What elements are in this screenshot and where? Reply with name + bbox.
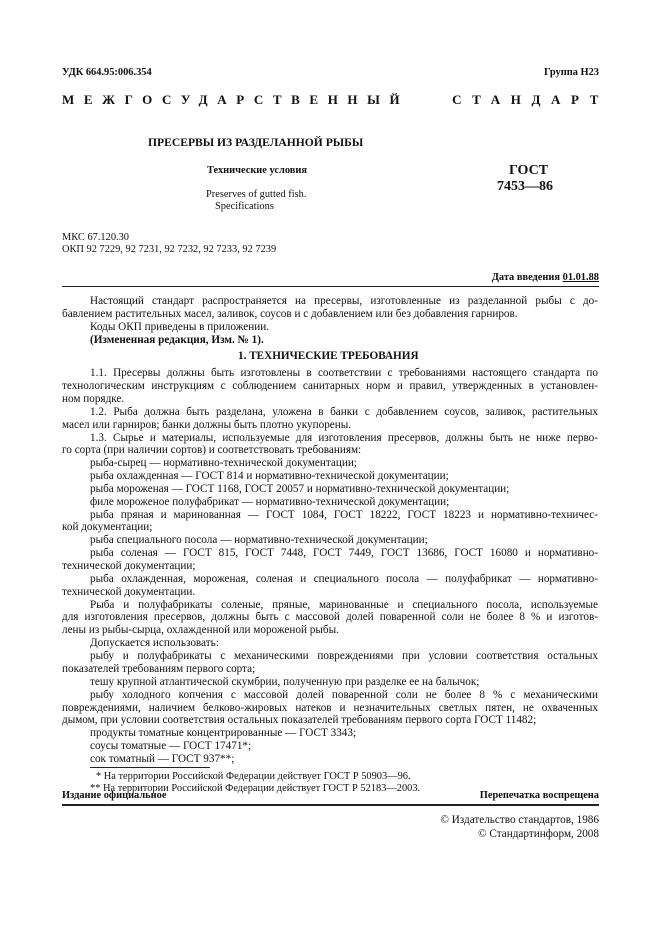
date-rule xyxy=(62,286,599,287)
amendment-note: (Измененная редакция, Изм. № 1). xyxy=(90,334,264,346)
intro-paragraph-line: Настоящий стандарт распространяется на пресервы, изготовленные из разделанной рыбы с до- xyxy=(90,295,598,307)
group-code: Группа Н23 xyxy=(543,67,599,78)
banner-standard: СТАНДАРТ xyxy=(452,92,609,107)
text-line: рыба мороженая — ГОСТ 1168, ГОСТ 20057 и нормативно-технической документации; xyxy=(90,483,510,495)
text-line: кой документации; xyxy=(62,521,153,533)
section-heading: 1. ТЕХНИЧЕСКИЕ ТРЕБОВАНИЯ xyxy=(238,350,419,362)
standard-banner xyxy=(62,92,609,108)
text-line: Допускается использовать: xyxy=(90,637,219,649)
copyright-1: © Издательство стандартов, 1986 xyxy=(440,814,599,826)
text-line: для изготовления пресервов, должны быть с массовой долей поваренной соли не более 8 % и изготов- xyxy=(62,611,598,623)
copyright-2: © Стандартинформ, 2008 xyxy=(478,828,599,840)
text-line: рыба пряная и маринованная — ГОСТ 1084, ГОСТ 18222, ГОСТ 18223 и нормативно-техничес- xyxy=(90,509,598,521)
text-line: технологическим инструкциям с соблюдением санитарных норм и правил, утвержденных в установлен- xyxy=(62,380,598,392)
udk-code: УДК 664.95:006.354 xyxy=(62,67,152,78)
text-line: продукты томатные концентрированные — ГОСТ 3343; xyxy=(90,727,357,739)
text-line: показателей требованиям первого сорта; xyxy=(62,663,256,675)
text-line: рыба охлажденная, мороженая, соленая и специального посола — полуфабрикат — нормативно- xyxy=(90,573,598,585)
document-subtitle: Технические условия xyxy=(207,165,307,176)
text-line: тешу крупной атлантической скумбрии, полученную при разделке ее на балычок; xyxy=(90,676,480,688)
text-line: рыба соленая — ГОСТ 815, ГОСТ 7448, ГОСТ 7449, ГОСТ 13686, ГОСТ 16080 и нормативно- xyxy=(90,547,598,559)
okp-note: Коды ОКП приведены в приложении. xyxy=(90,321,270,333)
footnote-1: * На территории Российской Федерации действует ГОСТ Р 50903—96. xyxy=(96,771,411,782)
footer-rule xyxy=(62,804,599,806)
text-line: 1.3. Сырье и материалы, используемые для изготовления пресервов, должны быть не ниже перво- xyxy=(90,432,598,444)
text-line: рыба-сырец — нормативно-технической документации; xyxy=(90,457,357,469)
text-line: го сорта (при наличии сортов) и соответствовать требованиям: xyxy=(62,444,362,456)
text-line: рыба охлажденная — ГОСТ 814 и нормативно-технической документации; xyxy=(90,470,449,482)
document-title: ПРЕСЕРВЫ ИЗ РАЗДЕЛАННОЙ РЫБЫ xyxy=(148,136,364,149)
introduction-date-value: 01.01.88 xyxy=(562,272,599,283)
official-edition: Издание официальное xyxy=(62,790,167,801)
intro-paragraph-line: бавлением растительных масел, заливок, соусов и с добавлением или без добавления гарниров. xyxy=(62,308,518,320)
introduction-date-label: Дата введения xyxy=(491,272,561,283)
mks-code: МКС 67.120.30 xyxy=(62,232,130,243)
text-line: масел или гарниров; банки должны быть плотно укупорены. xyxy=(62,419,352,431)
text-line: технической документации; xyxy=(62,560,196,572)
text-line: филе мороженое полуфабрикат — нормативно-технической документации; xyxy=(90,496,450,508)
text-line: сок томатный — ГОСТ 937**; xyxy=(90,753,235,765)
text-line: рыбу и полуфабрикаты с механическими повреждениями при условии соответствия остальных xyxy=(90,650,598,662)
gost-number: 7453—86 xyxy=(497,179,553,194)
text-line: ном порядке. xyxy=(62,393,125,405)
okp-codes: ОКП 92 7229, 92 7231, 92 7232, 92 7233, 92 7239 xyxy=(62,244,277,255)
footnote-rule xyxy=(90,767,210,768)
english-subtitle: Specifications xyxy=(215,201,274,212)
text-line: повреждениями, наличием белково-жировых натеков и незначительных светлых пятен, не охваченных xyxy=(62,702,598,714)
english-title: Preserves of gutted fish. xyxy=(206,189,307,200)
introduction-date xyxy=(492,272,599,283)
text-line: 1.1. Пресервы должны быть изготовлены в соответствии с требованиями настоящего стандарта по xyxy=(90,367,598,379)
text-line: рыбу холодного копчения с массовой долей поваренной соли не более 8 % с механическими xyxy=(90,689,598,701)
banner-interstate: МЕЖГОСУДАРСТВЕННЫЙ xyxy=(62,92,410,107)
text-line: технической документации. xyxy=(62,586,196,598)
text-line: 1.2. Рыба должна быть разделана, уложена в банки с добавлением соусов, заливок, растительных xyxy=(90,406,598,418)
text-line: дымом, при условии соответствия остальных показателей требованиям первого сорта ГОСТ 11482; xyxy=(62,714,537,726)
gost-label: ГОСТ xyxy=(509,163,549,178)
text-line: рыба специального посола — нормативно-технической документации; xyxy=(90,534,428,546)
reprint-prohibited: Перепечатка воспрещена xyxy=(479,790,599,801)
text-line: лены из рыбы-сырца, охлажденной или мороженой рыбы. xyxy=(62,624,339,636)
text-line: Рыба и полуфабрикаты соленые, пряные, маринованные и специального посола, используемые xyxy=(90,599,598,611)
footnote-2: ** На территории Российской Федерации действует ГОСТ Р 52183—2003. xyxy=(90,783,421,794)
text-line: соусы томатные — ГОСТ 17471*; xyxy=(90,740,252,752)
